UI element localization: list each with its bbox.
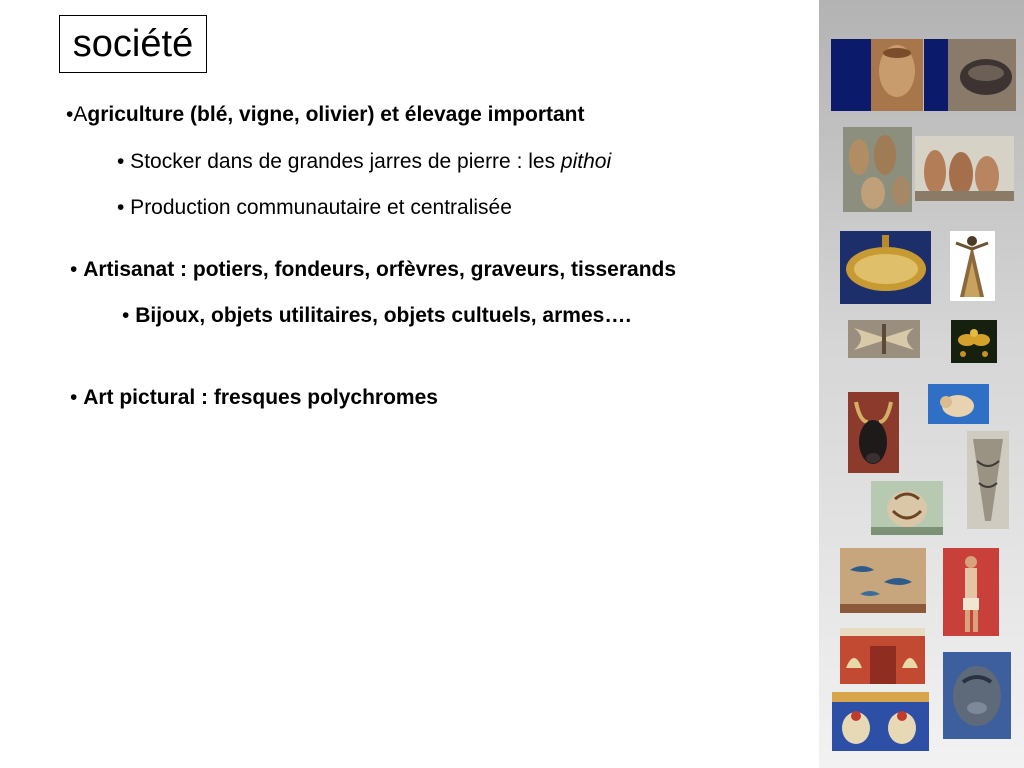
- pottery-jars-photo: [831, 39, 923, 111]
- bullet-artisanat-marker: •: [70, 258, 84, 281]
- bullet-storage-text: • Stocker dans de grandes jarres de pierre : les: [117, 150, 561, 173]
- bullet-production-text: • Production communautaire et centralisée: [117, 196, 512, 219]
- bullet-art-marker: •: [70, 386, 84, 409]
- gold-signet-ring-photo: [840, 231, 931, 304]
- bullet-production: [117, 195, 512, 221]
- dolphin-fresco-photo: [840, 548, 926, 613]
- bullet-agriculture-marker: •: [66, 103, 74, 126]
- slide-title-box: [59, 15, 207, 73]
- pithoi-row-photo: [915, 136, 1014, 201]
- storage-jars-magazine-photo: [843, 127, 912, 212]
- bull-leaping-fresco-photo: [943, 652, 1011, 739]
- bullet-artisanat: [70, 257, 676, 283]
- bullet-art-text: Art pictural : fresques polychromes: [83, 386, 438, 409]
- stone-vessel-photo: [924, 39, 1016, 111]
- octopus-vase-photo: [871, 481, 943, 535]
- bullet-agriculture-text: griculture (blé, vigne, olivier) et élevage important: [87, 103, 585, 126]
- boar-figurine-photo: [928, 384, 989, 424]
- bee-pendant-photo: [951, 320, 997, 363]
- bullet-objets-text: Bijoux, objets utilitaires, objets cultuels, armes….: [135, 304, 632, 327]
- prince-of-lilies-fresco-photo: [943, 548, 999, 636]
- conical-rhyton-photo: [967, 431, 1009, 529]
- throne-room-fresco-photo: [840, 628, 925, 684]
- bullet-storage: [117, 149, 611, 175]
- slide-title: société: [72, 23, 194, 65]
- snake-goddess-figurine-photo: [950, 231, 995, 301]
- bullet-objets-marker: •: [122, 304, 136, 327]
- double-axe-photo: [848, 320, 920, 358]
- bullet-agriculture: [66, 102, 585, 128]
- griffin-fresco-photo: [832, 692, 929, 751]
- bullet-artisanat-text: Artisanat : potiers, fondeurs, orfèvres, graveurs, tisserands: [83, 258, 677, 281]
- bullet-agriculture-initial: A: [73, 103, 88, 126]
- bullet-art: [70, 385, 438, 411]
- bullet-objets: [122, 303, 631, 329]
- bull-head-rhyton-photo: [848, 392, 899, 473]
- bullet-storage-term: pithoi: [560, 150, 612, 173]
